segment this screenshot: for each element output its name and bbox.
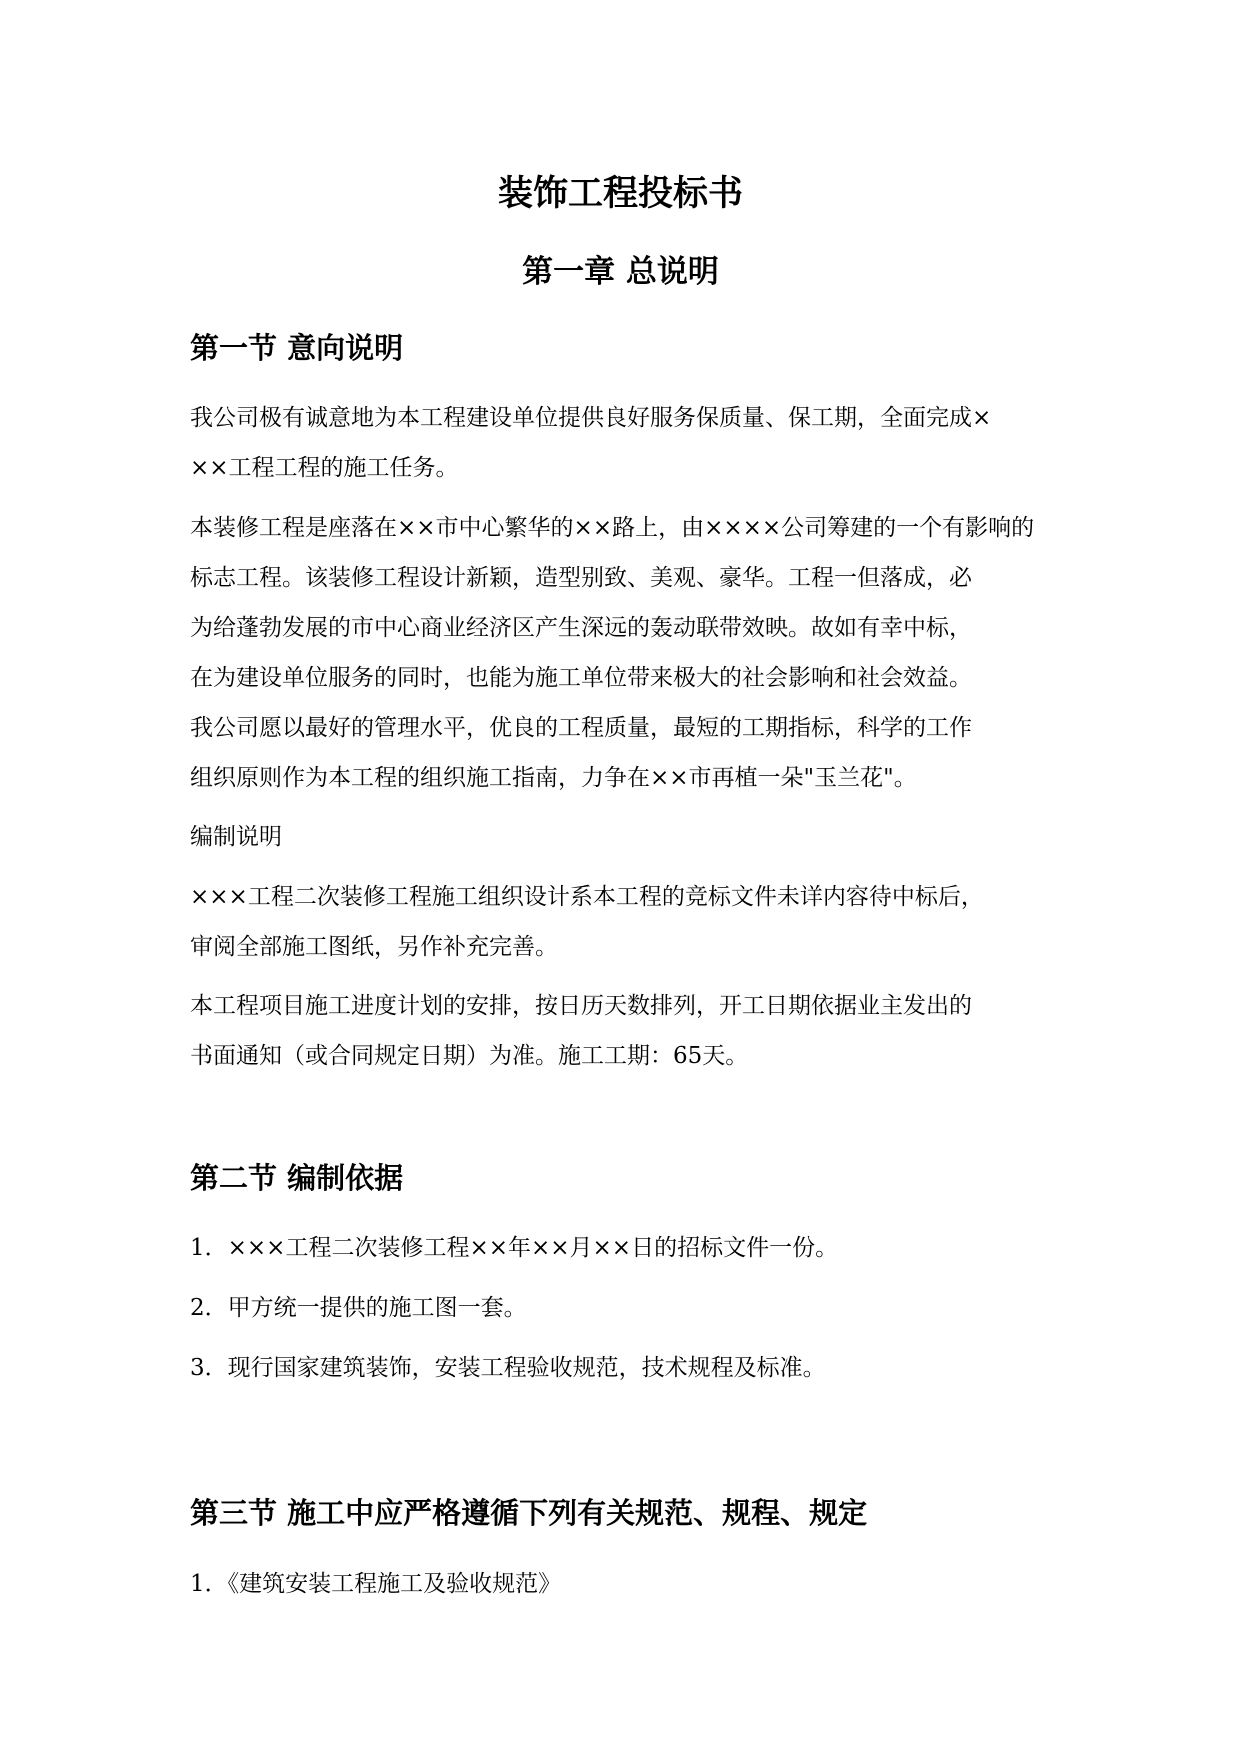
section-1-heading: 第一节 意向说明 xyxy=(190,331,404,365)
list-item: 1．×××工程二次装修工程××年××月××日的招标文件一份。 xyxy=(190,1235,839,1261)
basis-item-2 xyxy=(190,1283,1060,1333)
text-line: 我公司极有诚意地为本工程建设单位提供良好服务保质量、保工期，全面完成× xyxy=(190,405,992,431)
text-line: 编制说明 xyxy=(190,824,282,850)
text-line: 我公司愿以最好的管理水平，优良的工程质量，最短的工期指标，科学的工作 xyxy=(190,715,972,741)
compilation-note-label xyxy=(190,812,1060,862)
text-line: 为给蓬勃发展的市中心商业经济区产生深远的轰动联带效映。故如有幸中标， xyxy=(190,615,972,641)
compilation-paragraph-1 xyxy=(190,872,1060,972)
basis-item-3 xyxy=(190,1343,1060,1393)
intent-paragraph-1 xyxy=(190,393,1060,493)
text-line: 本工程项目施工进度计划的安排，按日历天数排列，开工日期依据业主发出的 xyxy=(190,993,972,1019)
text-line: ××工程工程的施工任务。 xyxy=(190,455,459,481)
basis-item-1 xyxy=(190,1223,1060,1273)
section-3-heading: 第三节 施工中应严格遵循下列有关规范、规程、规定 xyxy=(190,1496,868,1530)
text-line: 审阅全部施工图纸，另作补充完善。 xyxy=(190,934,558,960)
list-item: 3．现行国家建筑装饰，安装工程验收规范，技术规程及标准。 xyxy=(190,1355,826,1381)
text-line: 标志工程。该装修工程设计新颖，造型别致、美观、豪华。工程一但落成，必 xyxy=(190,565,972,591)
compilation-paragraph-2 xyxy=(190,981,1060,1081)
text-line: 书面通知（或合同规定日期）为准。施工工期：65天。 xyxy=(190,1043,749,1069)
intent-paragraph-2 xyxy=(190,503,1060,803)
chapter-title: 第一章 总说明 xyxy=(522,254,719,290)
regulation-item-1 xyxy=(190,1559,1060,1609)
list-item: 1．《建筑安装工程施工及验收规范》 xyxy=(190,1571,562,1597)
text-line: 本装修工程是座落在××市中心繁华的××路上，由××××公司筹建的一个有影响的 xyxy=(190,515,1035,541)
text-line: 在为建设单位服务的同时，也能为施工单位带来极大的社会影响和社会效益。 xyxy=(190,665,972,691)
text-line: ×××工程二次装修工程施工组织设计系本工程的竞标文件未详内容待中标后， xyxy=(190,884,984,910)
section-2-heading: 第二节 编制依据 xyxy=(190,1161,404,1195)
document-title: 装饰工程投标书 xyxy=(497,174,743,214)
list-item: 2．甲方统一提供的施工图一套。 xyxy=(190,1295,527,1321)
text-line: 组织原则作为本工程的组织施工指南，力争在××市再植一朵"玉兰花"。 xyxy=(190,765,917,791)
